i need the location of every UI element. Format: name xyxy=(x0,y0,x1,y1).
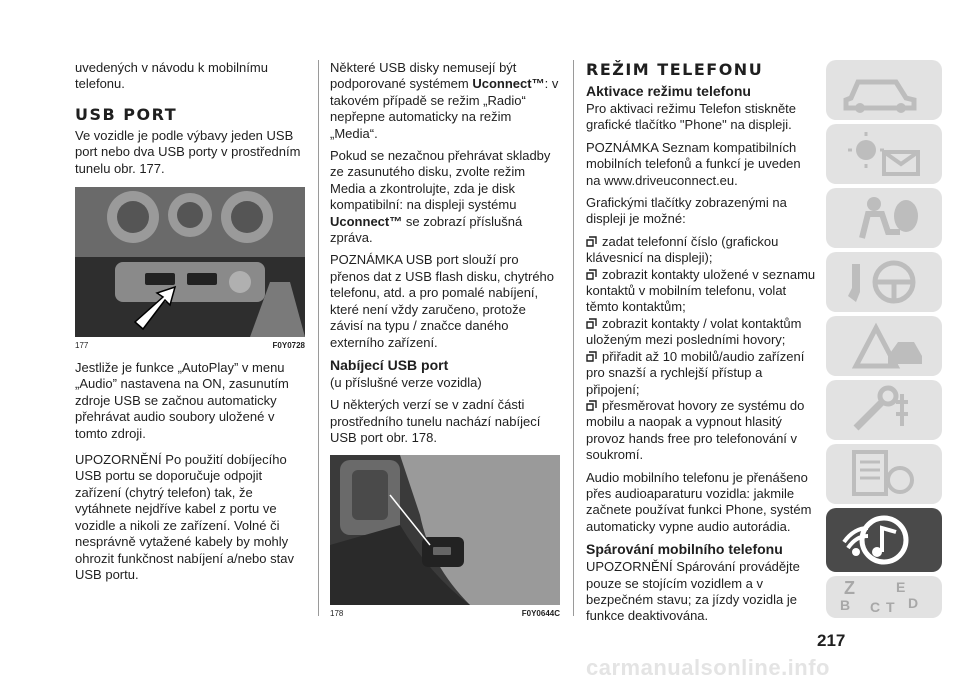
bullet-box-icon xyxy=(586,351,597,362)
bullet-item: přiřadit až 10 mobilů/audio zařízení pro snazší a rychlejší přístup a připojení; xyxy=(586,348,805,397)
bullet-item: zobrazit kontakty / volat kontaktům uloženým mezi posledními hovory; xyxy=(586,315,802,348)
warning-lights-icon xyxy=(826,124,942,184)
bullet-item: zadat telefonní číslo (grafickou klávesnicí na displeji); xyxy=(586,233,779,266)
bullet-box-icon xyxy=(586,269,597,280)
bullet-list xyxy=(586,234,816,464)
chapter-tab-starting-driving[interactable] xyxy=(826,252,942,312)
subsection-title-pairing: Spárování mobilního telefonu xyxy=(586,541,783,558)
charging-port-photo xyxy=(330,455,560,605)
car-icon xyxy=(826,60,942,120)
paragraph: Ve vozidle je podle výbavy jeden USB port nebo dva USB porty v prostředním tunelu obr. 177. xyxy=(75,127,301,176)
figure-caption-177 xyxy=(75,341,305,350)
chapter-tab-car[interactable] xyxy=(826,60,942,120)
emergency-icon xyxy=(826,316,942,376)
index-letter: E xyxy=(896,579,906,595)
paragraph: Pro aktivaci režimu Telefon stiskněte grafické tlačítko "Phone" na displeji. xyxy=(586,101,797,133)
chapter-tab-maintenance[interactable] xyxy=(826,380,942,440)
wrench-icon xyxy=(826,380,942,440)
section-title-phone-mode: REŽIM TELEFONU xyxy=(586,60,764,79)
paragraph: uvedených v návodu k mobilnímu telefonu. xyxy=(75,60,268,92)
figure-number: 178 xyxy=(330,608,344,618)
bullet-item: přesměrovat hovory ze systému do mobilu a naopak a vypnout hlasitý provoz hands free pro telefonování v soukromí. xyxy=(586,397,805,463)
bullet-item: zobrazit kontakty uložené v seznamu kontaktů v mobilním telefonu, volat těmto kontaktům; xyxy=(586,266,816,315)
index-letter: D xyxy=(908,595,919,611)
paragraph: POZNÁMKA USB port slouží pro přenos dat z USB flash disku, chytrého telefonu, atd. a pro pomalé nabíjení, které není vždy zaručeno, protože závisí na typu / značce daného externího zařízení. xyxy=(330,252,555,350)
paragraph: Některé USB disky nemusejí být podporované systémem Uconnect™: v takovém případě se režim „Radio“ nepřepne automaticky na režim „Media“. xyxy=(330,60,559,141)
chapter-tab-index[interactable] xyxy=(826,576,942,618)
paragraph: Audio mobilního telefonu je přenášeno přes audioaparaturu vozidla: jakmile začnete používat funkci Phone, systém automaticky vypne audio autorádia. xyxy=(586,469,812,534)
subsection-title-activation: Aktivace režimu telefonu xyxy=(586,83,751,99)
document-icon xyxy=(826,444,942,504)
figure-177 xyxy=(75,187,305,337)
index-letter: C xyxy=(870,599,881,615)
chapter-tab-multimedia[interactable] xyxy=(826,508,942,572)
steering-wheel-icon xyxy=(826,252,942,312)
paragraph: Jestliže je funkce „AutoPlay” v menu „Audio” nastavena na ON, zasunutím zdroje USB se začnou automaticky přehrávat audio soubory uložené v tomto zdroji. xyxy=(75,360,289,441)
figure-178 xyxy=(330,455,560,605)
chapter-tab-emergency[interactable] xyxy=(826,316,942,376)
figure-caption-178 xyxy=(330,609,560,618)
bullet-box-icon xyxy=(586,318,597,329)
index-letter: B xyxy=(840,597,851,613)
section-title-usb-port: USB PORT xyxy=(75,104,178,124)
bullet-box-icon xyxy=(586,236,597,247)
paragraph: UPOZORNĚNÍ Spárování provádějte pouze se stojícím vozidlem a v bezpečném stavu; za jízdy vozidla je funkce deaktivována. xyxy=(586,559,800,624)
paragraph: Grafickými tlačítky zobrazenými na displeji je možné: xyxy=(586,195,787,227)
paragraph: U některých verzí se v zadní části prostředního tunelu nachází nabíjecí USB port obr. 178. xyxy=(330,397,541,446)
chapter-tab-technical-data[interactable] xyxy=(826,444,942,504)
alphabetical-index-icon xyxy=(826,576,942,618)
index-letter: T xyxy=(886,599,895,615)
multimedia-phone-music-icon xyxy=(826,508,942,572)
paragraph: POZNÁMKA Seznam kompatibilních mobilních telefonů a funkcí je uveden na www.driveuconnect.eu. xyxy=(586,139,801,188)
bullet-box-icon xyxy=(586,400,597,411)
chapter-tab-dashboard[interactable] xyxy=(826,124,942,184)
footer-watermark: carmanualsonline.info xyxy=(586,655,830,680)
index-letter: Z xyxy=(844,578,855,598)
page-number: 217 xyxy=(817,631,846,650)
chapter-tab-safety[interactable] xyxy=(826,188,942,248)
column-3 xyxy=(586,60,816,631)
column-1 xyxy=(75,60,305,589)
airbag-icon xyxy=(826,188,942,248)
paragraph: (u příslušné verze vozidla) xyxy=(330,374,482,390)
paragraph: UPOZORNĚNÍ Po použití dobíjecího USB portu se doporučuje odpojit zařízení (chytrý telefon) tak, že vytáhnete nejdříve kabel z portu ve vozidle a nikoli ze zařízení. Volné či nesprávně vytažené kabely by mohly ohrozit funkčnost nabíjení a/nebo stav USB portu. xyxy=(75,452,294,582)
subsection-title-charging-port: Nabíjecí USB port xyxy=(330,356,449,373)
usb-port-photo xyxy=(75,187,305,337)
paragraph: Pokud se nezačnou přehrávat skladby ze zasunutého disku, zvolte režim Media a zkontrolujte, zda je disk kompatibilní: na displeji systému Uconnect™ se zobrazí příslušná zpráva. xyxy=(330,148,551,246)
column-divider-2 xyxy=(573,60,574,616)
figure-code: F0Y0728 xyxy=(272,341,305,351)
figure-number: 177 xyxy=(75,341,89,351)
column-2 xyxy=(330,60,560,628)
column-divider-1 xyxy=(318,60,319,616)
figure-code: F0Y0644C xyxy=(521,608,560,618)
